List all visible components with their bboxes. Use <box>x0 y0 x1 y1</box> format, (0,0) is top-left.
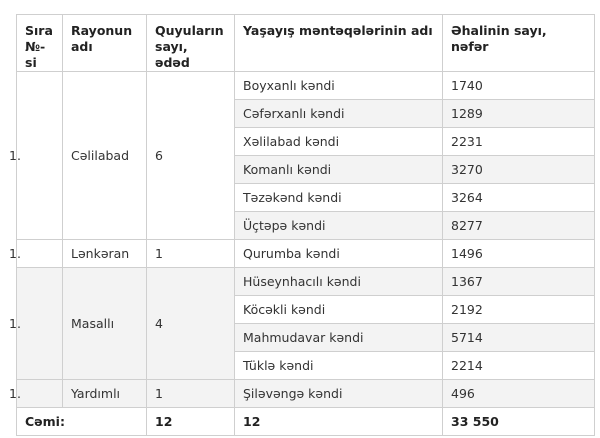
header-settlements: Yaşayış məntəqələrinin adı <box>235 15 443 72</box>
header-wells: Quyuların sayı, ədəd <box>147 15 235 72</box>
header-population: Əhalinin sayı, nəfər <box>443 15 595 72</box>
population: 3270 <box>443 156 595 184</box>
village-name: Xəlilabad kəndi <box>235 128 443 156</box>
population: 8277 <box>443 212 595 240</box>
table-container <box>9 14 595 436</box>
table-row <box>17 72 595 100</box>
population: 1367 <box>443 268 595 296</box>
village-name: Qurumba kəndi <box>235 240 443 268</box>
total-wells: 12 <box>147 408 235 436</box>
well-count: 1 <box>147 240 235 268</box>
population: 1496 <box>443 240 595 268</box>
well-count: 6 <box>147 72 235 240</box>
village-name: Şiləvəngə kəndi <box>235 380 443 408</box>
total-villages: 12 <box>235 408 443 436</box>
header-number: Sıra №-si <box>17 15 63 72</box>
total-row <box>17 408 595 436</box>
village-name: Hüseynhacılı kəndi <box>235 268 443 296</box>
row-number: 1. <box>17 268 63 380</box>
village-name: Tüklə kəndi <box>235 352 443 380</box>
total-label: Cəmi: <box>17 408 147 436</box>
wells-table <box>9 14 595 436</box>
total-population: 33 550 <box>443 408 595 436</box>
table-row <box>17 268 595 296</box>
well-count: 1 <box>147 380 235 408</box>
district-name: Lənkəran <box>63 240 147 268</box>
row-number: 1. <box>17 380 63 408</box>
district-name: Yardımlı <box>63 380 147 408</box>
population: 496 <box>443 380 595 408</box>
village-name: Təzəkənd kəndi <box>235 184 443 212</box>
table-row <box>17 380 595 408</box>
row-number: 1. <box>17 240 63 268</box>
district-name: Cəlilabad <box>63 72 147 240</box>
village-name: Cəfərxanlı kəndi <box>235 100 443 128</box>
population: 2214 <box>443 352 595 380</box>
district-name: Masallı <box>63 268 147 380</box>
population: 2192 <box>443 296 595 324</box>
row-number: 1. <box>17 72 63 240</box>
village-name: Köcəkli kəndi <box>235 296 443 324</box>
population: 3264 <box>443 184 595 212</box>
population: 5714 <box>443 324 595 352</box>
village-name: Üçtəpə kəndi <box>235 212 443 240</box>
village-name: Komanlı kəndi <box>235 156 443 184</box>
population: 2231 <box>443 128 595 156</box>
well-count: 4 <box>147 268 235 380</box>
population: 1289 <box>443 100 595 128</box>
population: 1740 <box>443 72 595 100</box>
village-name: Boyxanlı kəndi <box>235 72 443 100</box>
village-name: Mahmudavar kəndi <box>235 324 443 352</box>
header-row <box>17 15 595 72</box>
header-district: Rayonun adı <box>63 15 147 72</box>
table-row <box>17 240 595 268</box>
